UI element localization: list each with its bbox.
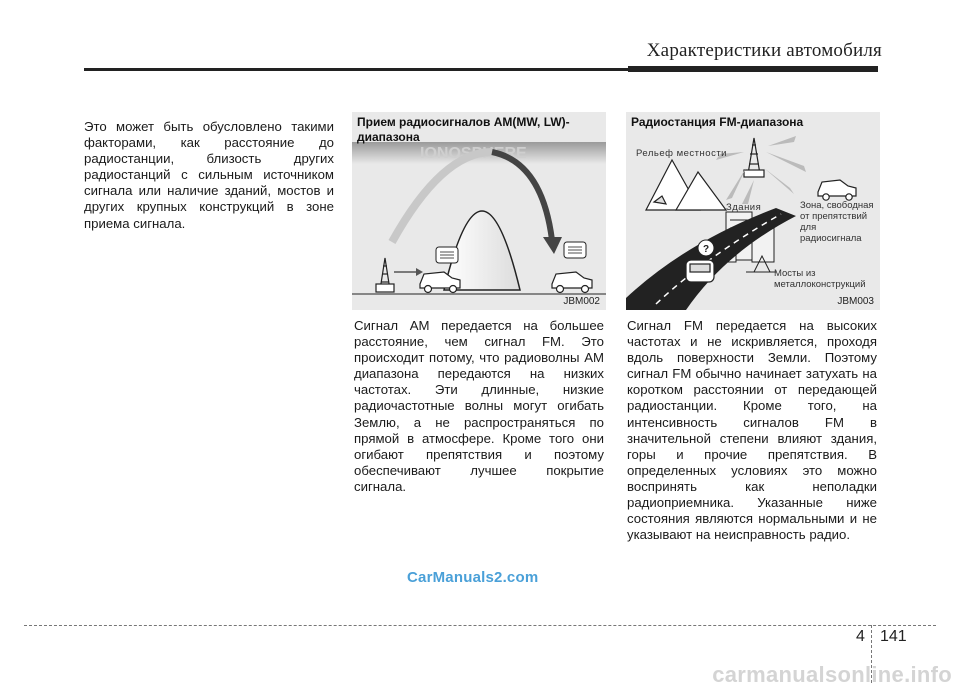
music-bubble-icon (564, 242, 586, 258)
am-figure-code: JBM002 (563, 296, 600, 307)
terrain-mountains (646, 160, 726, 210)
column-1-text (84, 119, 334, 232)
fm-station-figure (626, 112, 880, 310)
header-rule-accent (628, 66, 878, 72)
car-icon (552, 272, 592, 293)
am-wave-arrowhead (543, 237, 562, 254)
label-bridges: Мосты из металлоконструкций (774, 268, 866, 290)
am-reception-figure (352, 112, 606, 310)
svg-text:?: ? (703, 244, 710, 255)
chapter-number: 4 (856, 628, 865, 645)
fm-figure-title: Радиостанция FM-диапазона (631, 115, 804, 129)
car-icon (686, 260, 714, 282)
am-figure-title: Прием радиосигналов AM(MW, LW)-диапазона (357, 115, 570, 144)
am-transmitter-tower-icon (376, 258, 394, 292)
footer-rule (24, 625, 936, 626)
column-2-paragraph: Сигнал AM передается на большее расстояние, чем сигнал FM. Это происходит потому, что радиоволны AM диапазона передаются на низких частотах. Эти длинные, низкие радиочастотные волны могут огибать Землю, а не распространяться по прямой в атмосфере. Кроме того они огибают препятствия и поэтому обеспечивают лучшее покрытие сигнала. (354, 318, 604, 494)
label-free-zone: Зона, свободная от препятствий для радиосигнала (800, 200, 874, 244)
site-watermark: carmanualsonline.info (712, 662, 952, 687)
ionosphere-label: IONOSPHERE (420, 145, 527, 162)
music-bubble-icon (436, 247, 458, 263)
watermark-link[interactable]: CarManuals2.com (407, 569, 539, 586)
label-buildings: Здания (726, 202, 762, 213)
column-3-paragraph: Сигнал FM передается на высоких частотах и не искривляется, проходя вдоль поверхности Земли. Поэтому сигнал FM обычно начинает затухать на коротком расстоянии от передающей радиостанции. Кроме того, на интенсивность сигналов FM в значительной степени влияют здания, горы и прочие препятствия. В определенных условиях это можно воспринять как неполадки радиоприемника. Указанные ниже состояния являются нормальными и не указывают на неисправность радио. (627, 318, 877, 543)
column-2-text (354, 318, 604, 495)
am-wave-down (492, 152, 552, 240)
car-icon (818, 180, 856, 200)
column-1-paragraph: Это может быть обусловлено такими факторами, как расстояние до радиостанции, близость других радиостанций с сильным источником сигнала или наличие зданий, мостов и других крупных конструкций в зоне приема сигнала. (84, 119, 334, 231)
label-terrain: Рельеф местности (636, 148, 727, 159)
fm-figure-code: JBM003 (837, 296, 874, 307)
page-number: 141 (880, 628, 907, 645)
column-3-text (627, 318, 877, 543)
section-title: Характеристики автомобиля (646, 40, 882, 61)
fm-transmitter-tower-icon (744, 138, 764, 177)
question-bubble-icon (698, 240, 714, 256)
